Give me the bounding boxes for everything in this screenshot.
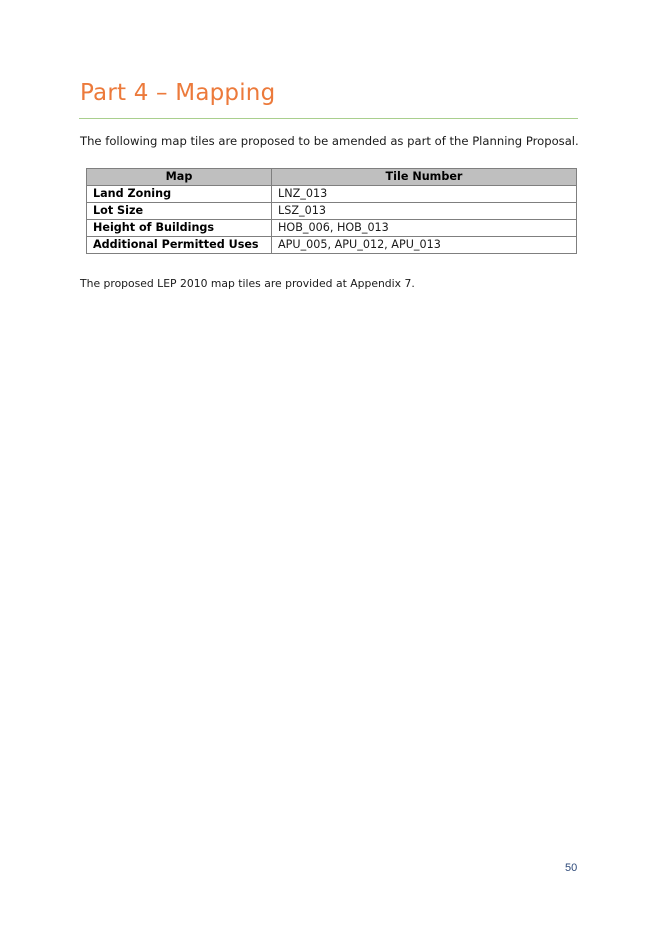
map-name-cell: Land Zoning bbox=[87, 186, 272, 203]
table-row bbox=[87, 203, 577, 220]
appendix-note: The proposed LEP 2010 map tiles are provided at Appendix 7. bbox=[80, 277, 415, 290]
map-name-cell: Additional Permitted Uses bbox=[87, 237, 272, 254]
tile-number-cell: APU_005, APU_012, APU_013 bbox=[272, 237, 577, 254]
table-header-row bbox=[87, 169, 577, 186]
table-row bbox=[87, 237, 577, 254]
map-tiles-table bbox=[86, 168, 577, 254]
tile-number-cell: LSZ_013 bbox=[272, 203, 577, 220]
page-number: 50 bbox=[565, 862, 578, 874]
table-row bbox=[87, 186, 577, 203]
heading-divider bbox=[79, 118, 578, 119]
column-header-map: Map bbox=[87, 169, 272, 186]
table-row bbox=[87, 220, 577, 237]
section-heading: Part 4 – Mapping bbox=[80, 80, 276, 106]
tile-number-cell: HOB_006, HOB_013 bbox=[272, 220, 577, 237]
column-header-tile-number: Tile Number bbox=[272, 169, 577, 186]
intro-paragraph: The following map tiles are proposed to be amended as part of the Planning Proposal. bbox=[80, 134, 579, 148]
tile-number-cell: LNZ_013 bbox=[272, 186, 577, 203]
map-name-cell: Height of Buildings bbox=[87, 220, 272, 237]
map-name-cell: Lot Size bbox=[87, 203, 272, 220]
